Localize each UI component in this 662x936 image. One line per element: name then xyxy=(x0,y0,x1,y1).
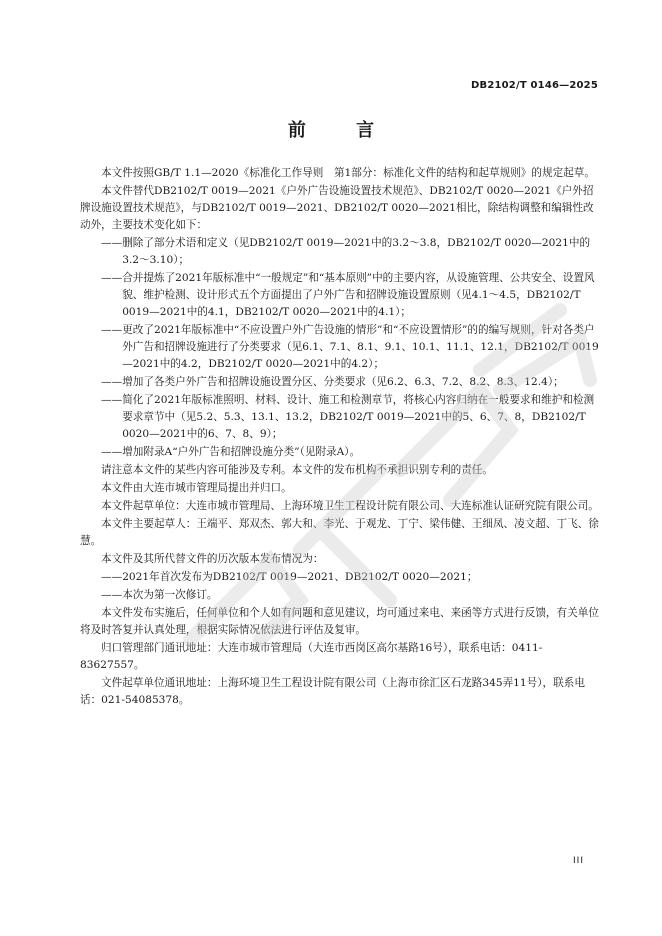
paragraph-replacement: 本文件替代DB2102/T 0019—2021《户外广告设施设置技术规范》、DB2102/T 0020—2021《户外招牌设施设置技术规范》，与DB2102/T 0019—2021、DB2102/T 0020—2021相比，除结构调整和编辑性改动外，主要技术变化如下： xyxy=(80,185,594,231)
dash-mark: —— xyxy=(101,324,123,336)
history-item-2: 本次为第一次修订。 xyxy=(122,589,218,601)
paragraph-proposer: 本文件由大连市城市管理局提出并归口。 xyxy=(101,482,292,494)
change-item-6: 增加附录A“户外广告和招牌设施分类”（见附录A）。 xyxy=(122,446,361,458)
list-item xyxy=(80,235,600,269)
list-item xyxy=(80,322,600,373)
dash-mark: —— xyxy=(101,446,123,458)
change-item-5: 简化了2021年版标准照明、材料、设计、施工和检测章节，将核心内容归纳在一般要求和维护和检测要求章节中（见5.2、5.3、13.1、13.2，DB2102/T 0019—2021中的5、6、7、8，DB2102/T 0020—2021中的6、7、8、9）； xyxy=(122,394,595,440)
list-item xyxy=(80,270,600,321)
list-item xyxy=(80,569,600,586)
history-item-1: 2021年首次发布为DB2102/T 0019—2021、DB2102/T 0020—2021； xyxy=(122,571,478,583)
foreword-body xyxy=(80,165,600,710)
dash-mark: —— xyxy=(101,571,123,583)
paragraph-authority-address: 归口管理部门通讯地址：大连市城市管理局（大连市西岗区高尔基路16号），联系电话：0411-83627557。 xyxy=(80,642,543,671)
document-code: DB2102/T 0146—2025 xyxy=(471,80,598,91)
list-item xyxy=(80,392,600,443)
paragraph-drafters: 本文件主要起草人：王端平、郑双杰、郭大和、李光、于观龙、丁宁、梁伟健、王细凤、凌文超、丁飞、徐慧。 xyxy=(80,518,599,547)
page-title: 前 言 xyxy=(287,120,397,141)
dash-mark: —— xyxy=(101,237,123,249)
change-item-2: 合并提炼了2021年版标准中“一般规定”和“基本原则”中的主要内容，从设施管理、公共安全、设置风貌、维护检测、设计形式五个方面提出了户外广告和招牌设施设置原则（见4.1～4.5，DB2102/T 0019—2021中的4.1，DB2102/T 0020—2021中的4.1）； xyxy=(122,272,595,318)
page-number: III xyxy=(573,856,584,866)
list-item xyxy=(80,587,600,604)
dash-mark: —— xyxy=(101,589,123,601)
paragraph-drafter-address: 文件起草单位通讯地址：上海环境卫生工程设计院有限公司（上海市徐汇区石龙路345弄11号），联系电话：021-54085378。 xyxy=(80,677,585,706)
paragraph-history-intro: 本文件及其所代替文件的历次版本发布情况为： xyxy=(101,553,324,565)
change-item-1: 删除了部分术语和定义（见DB2102/T 0019—2021中的3.2～3.8，DB2102/T 0020—2021中的3.2～3.10）； xyxy=(122,237,591,266)
list-item xyxy=(80,444,600,461)
paragraph-feedback: 本文件发布实施后，任何单位和个人如有问题和意见建议，均可通过来电、来函等方式进行反馈，有关单位将及时答复并认真处理，根据实际情况依法进行评估及复审。 xyxy=(80,607,599,636)
dash-mark: —— xyxy=(101,376,123,388)
paragraph-patent-notice: 请注意本文件的某些内容可能涉及专利。本文件的发布机构不承担识别专利的责任。 xyxy=(101,464,493,476)
change-item-4: 增加了各类户外广告和招牌设施设置分区、分类要求（见6.2、6.3、7.2、8.2、8.3、12.4）； xyxy=(122,376,564,388)
change-item-3: 更改了2021年版标准中“不应设置户外广告设施的情形”和“不应设置情形”的的编写规则，针对各类户外广告和招牌设施进行了分类要求（见6.1、7.1、8.1、9.1、10.1、11.1、12.1，DB2102/T 0019—2021中的4.2，DB2102/T 0020—2021中的4.2）； xyxy=(122,324,599,370)
paragraph-drafting-basis: 本文件按照GB/T 1.1—2020《标准化工作导则 第1部分：标准化文件的结构和起草规则》的规定起草。 xyxy=(101,167,595,179)
list-item xyxy=(80,374,600,391)
dash-mark: —— xyxy=(101,272,123,284)
dash-mark: —— xyxy=(101,394,123,406)
paragraph-drafting-units: 本文件起草单位：大连市城市管理局、上海环境卫生工程设计院有限公司、大连标准认证研究院有限公司。 xyxy=(101,500,599,512)
